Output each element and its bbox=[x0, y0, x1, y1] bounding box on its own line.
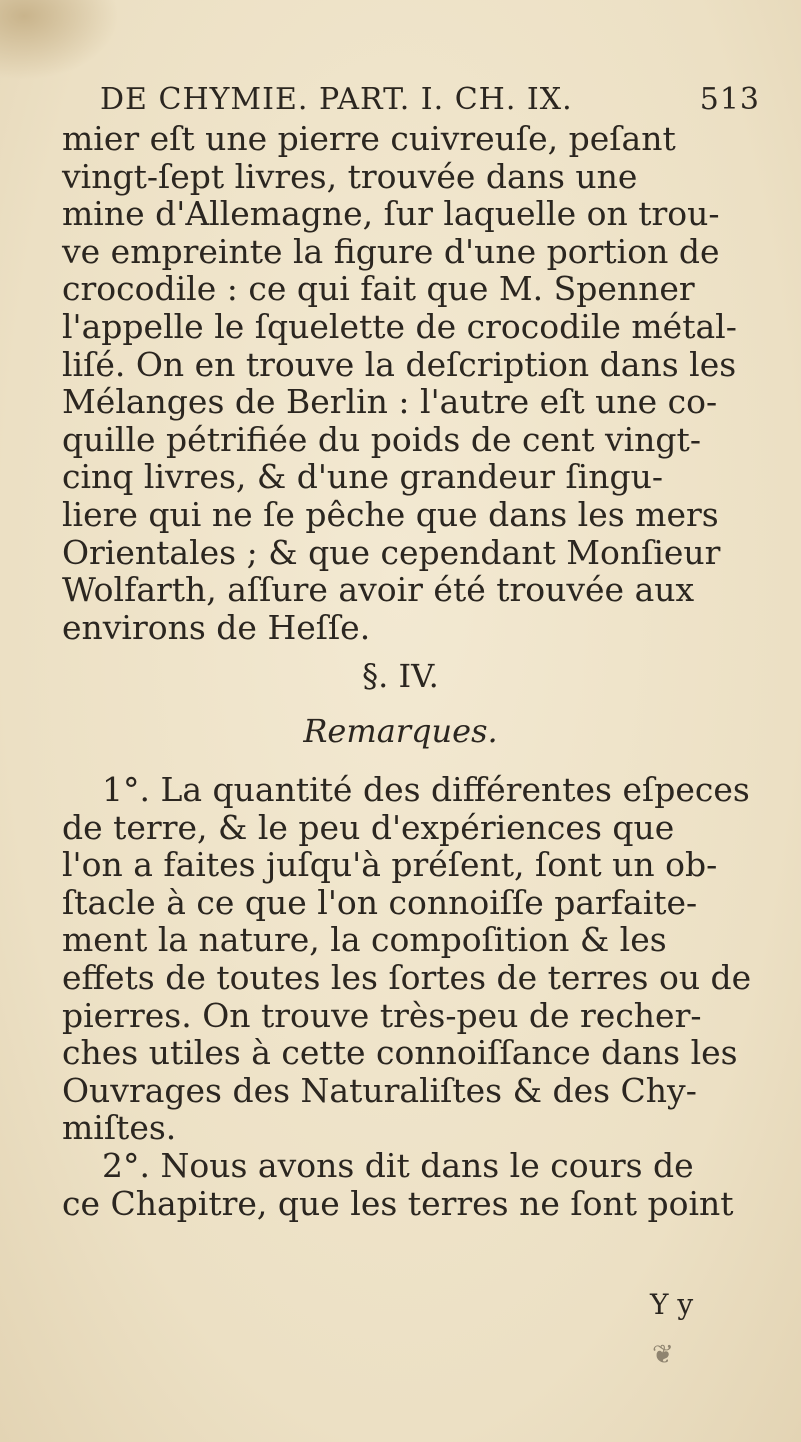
text-line: mier eſt une pierre cuivreuſe, peſant bbox=[62, 119, 676, 158]
text-line: ſtacle à ce que l'on connoiſſe parfaite- bbox=[62, 882, 698, 922]
text-line: l'on a faites juſqu'à préſent, ſont un ob- bbox=[62, 845, 718, 885]
text-line: Wolfarth, aſſure avoir été trouvée aux bbox=[62, 570, 695, 610]
text-line: quille pétrifiée du poids de cent vingt- bbox=[62, 419, 701, 459]
text-line: ches utiles à cette connoiſſance dans les bbox=[62, 1033, 738, 1073]
text-line: pierres. On trouve très-peu de recher- bbox=[62, 995, 702, 1035]
section-number: §. IV. bbox=[362, 657, 439, 695]
text-line: ce Chapitre, que les terres ne ſont point bbox=[62, 1183, 734, 1223]
page-stain bbox=[0, 0, 120, 80]
text-line: crocodile : ce qui fait que M. Spenner bbox=[62, 269, 695, 309]
text-line: miſtes. bbox=[62, 1108, 177, 1148]
section-title: Remarques. bbox=[303, 712, 498, 750]
paragraph-1 bbox=[62, 120, 766, 646]
paragraph-2 bbox=[62, 771, 766, 1222]
text-line: ment la nature, la compoſition & les bbox=[62, 920, 667, 960]
page-number: 513 bbox=[699, 82, 760, 117]
text-line: cinq livres, & d'une grandeur ſingu- bbox=[62, 457, 664, 497]
text-line: environs de Heſſe. bbox=[62, 607, 371, 647]
text-line: l'appelle le ſquelette de crocodile métal- bbox=[62, 306, 737, 346]
text-line: liere qui ne ſe pêche que dans les mers bbox=[62, 494, 719, 534]
text-line: Ouvrages des Naturaliſtes & des Chy- bbox=[62, 1070, 697, 1110]
text-line: mine d'Allemagne, ſur laquelle on trou- bbox=[62, 194, 720, 234]
text-line: effets de toutes les ſortes de terres ou de bbox=[62, 957, 752, 997]
printer-ornament-icon: ❦ bbox=[652, 1340, 674, 1370]
text-line: vingt-ſept livres, trouvée dans une bbox=[62, 156, 638, 196]
text-line: de terre, & le peu d'expériences que bbox=[62, 807, 675, 847]
text-line: 2°. Nous avons dit dans le cours de bbox=[102, 1145, 694, 1185]
signature-mark: Y y bbox=[650, 1288, 694, 1321]
running-title: DE CHYMIE. PART. I. CH. IX. bbox=[100, 82, 573, 117]
text-line: ve empreinte la figure d'une portion de bbox=[62, 231, 720, 271]
running-header bbox=[100, 82, 760, 122]
text-line: Mélanges de Berlin : l'autre eſt une co- bbox=[62, 382, 718, 422]
text-line: 1°. La quantité des différentes eſpeces bbox=[102, 770, 750, 809]
text-line: liſé. On en trouve la deſcription dans les bbox=[62, 344, 737, 384]
text-line: Orientales ; & que cependant Monſieur bbox=[62, 532, 721, 572]
